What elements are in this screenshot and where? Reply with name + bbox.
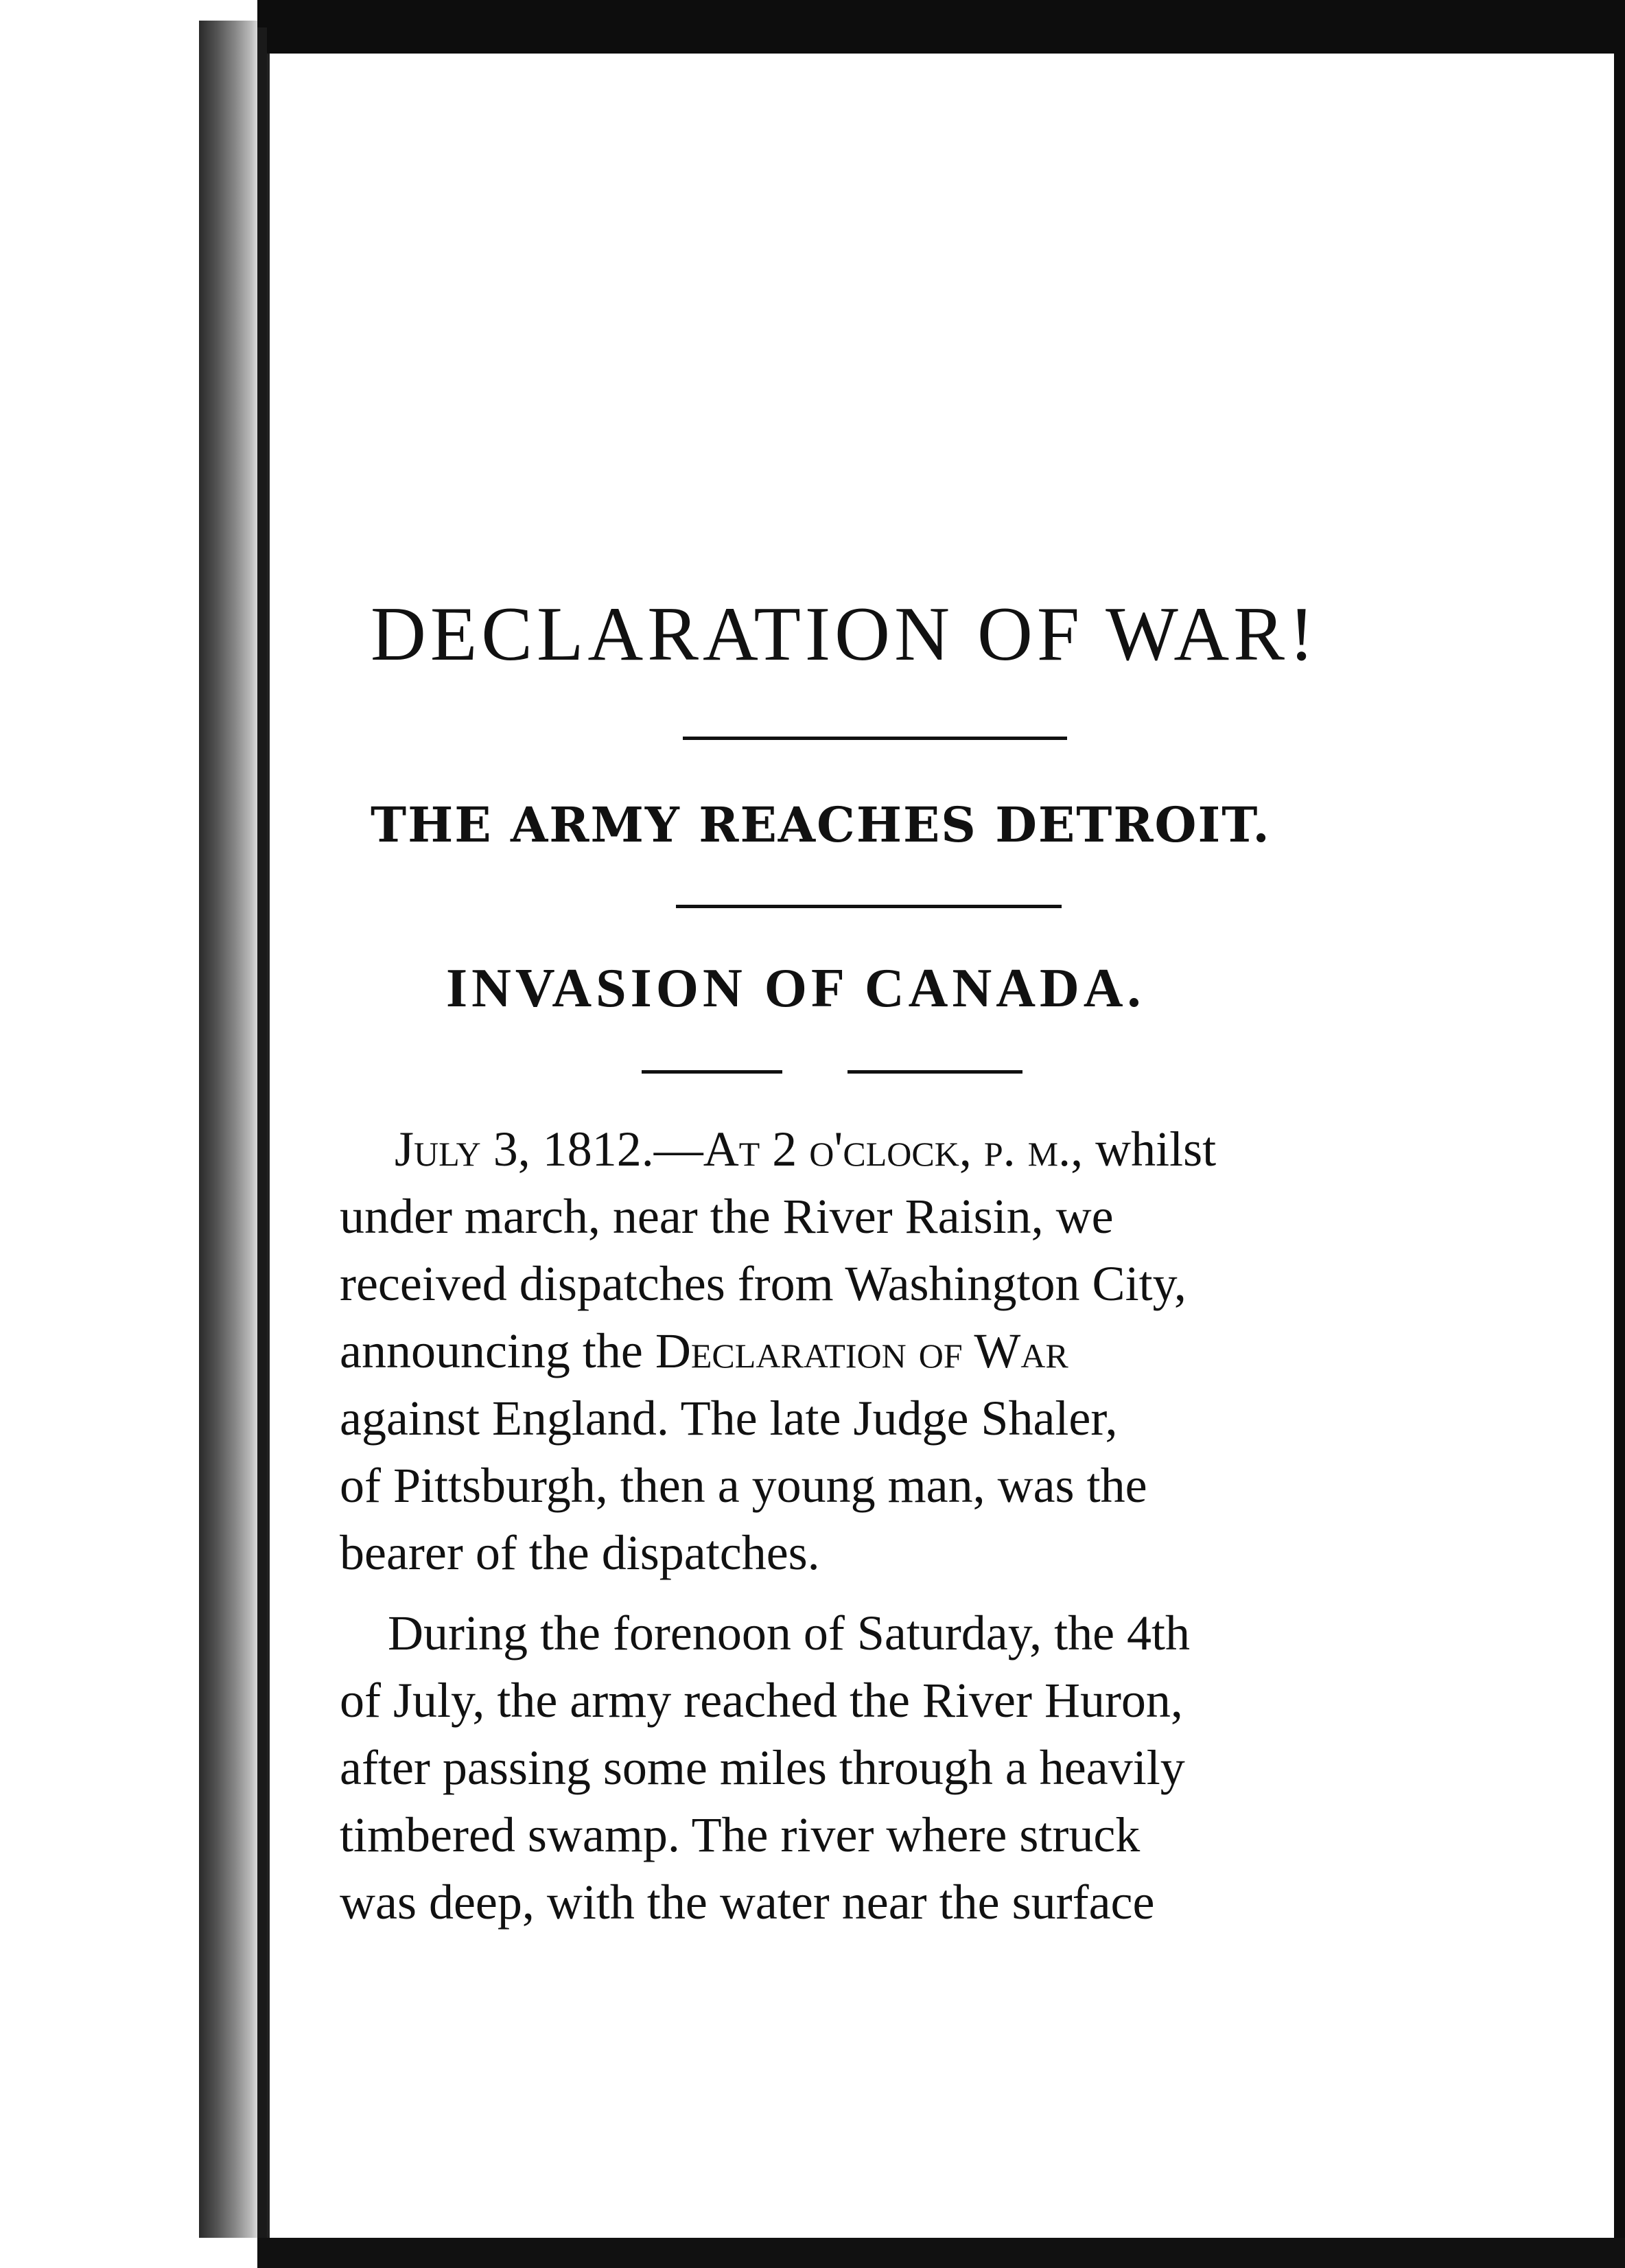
text-line: During the forenoon of Saturday, the 4th xyxy=(388,1606,1191,1660)
divider-rule xyxy=(683,737,1067,740)
text-line xyxy=(340,1115,1355,1183)
text-line: against England. The late Judge Shaler, xyxy=(340,1391,1118,1446)
paragraph-2 xyxy=(340,1599,1355,1936)
text-span: Declaration of War xyxy=(655,1323,1068,1378)
text-line: after passing some miles through a heavily xyxy=(340,1740,1185,1795)
scan-border-bottom xyxy=(257,2238,1625,2268)
text-line: received dispatches from Washington City, xyxy=(340,1256,1186,1311)
text-span: July 3, 1812.—At 2 o'clock, xyxy=(395,1122,984,1177)
divider-rule-short-right xyxy=(847,1070,1022,1074)
scan-border-top xyxy=(257,0,1625,55)
chapter-subtitle: THE ARMY REACHES DETROIT. xyxy=(371,796,1271,853)
text-line: under march, near the River Raisin, we xyxy=(340,1189,1114,1244)
facing-page xyxy=(0,0,213,2268)
section-heading: INVASION OF CANADA. xyxy=(446,958,1145,1019)
text-line: was deep, with the water near the surface xyxy=(340,1875,1155,1930)
text-span: , whilst xyxy=(1071,1122,1217,1177)
divider-rule-short-left xyxy=(642,1070,782,1074)
text-line xyxy=(340,1317,1355,1385)
text-line: bearer of the dispatches. xyxy=(340,1525,820,1580)
text-span: p. m. xyxy=(983,1122,1071,1177)
text-line: timbered swamp. The river where struck xyxy=(340,1807,1141,1862)
paragraph-1 xyxy=(340,1115,1355,1586)
divider-rule xyxy=(676,905,1062,908)
page-edge xyxy=(257,27,267,2238)
text-line: of Pittsburgh, then a young man, was the xyxy=(340,1458,1147,1513)
chapter-title: DECLARATION OF WAR! xyxy=(371,592,1319,677)
text-span: announcing the xyxy=(340,1323,655,1378)
text-line: of July, the army reached the River Huron, xyxy=(340,1673,1183,1728)
book-spine-shadow xyxy=(199,21,261,2238)
